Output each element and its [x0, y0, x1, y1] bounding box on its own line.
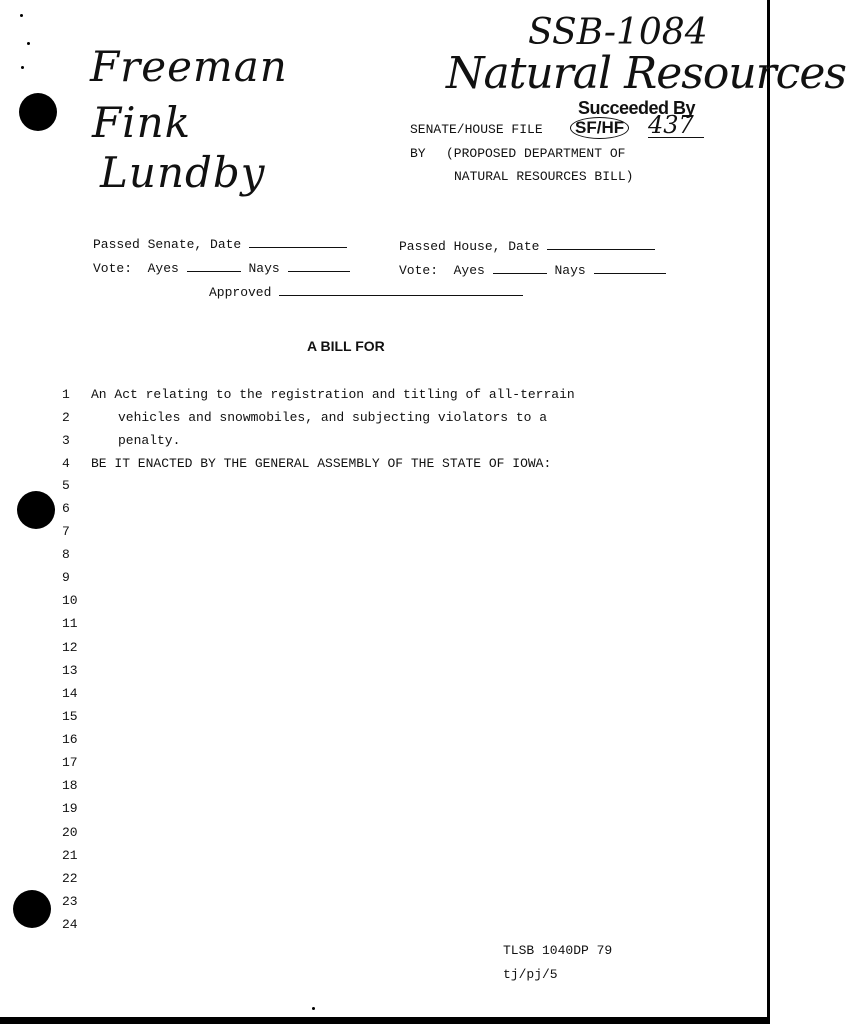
file-label: SENATE/HOUSE FILE — [410, 122, 543, 137]
page-edge-bottom — [0, 1017, 770, 1024]
passed-senate-row — [93, 236, 347, 252]
document-code: TLSB 1040DP 79 — [503, 943, 613, 958]
page-edge-right — [767, 0, 770, 1024]
chamber-circled: SF/HF — [570, 117, 629, 139]
scan-speck — [20, 14, 23, 17]
punch-hole-middle — [17, 491, 55, 529]
house-ayes-blank — [493, 262, 547, 274]
scan-speck — [312, 1007, 315, 1010]
bill-title-line-3: penalty. — [118, 433, 181, 448]
punch-hole-top — [19, 93, 57, 131]
enacting-clause: BE IT ENACTED BY THE GENERAL ASSEMBLY OF THE STATE OF IOWA: — [91, 456, 552, 471]
senate-vote-row — [93, 260, 350, 276]
handwritten-committee: Natural Resources — [446, 48, 846, 99]
approved-label: Approved — [209, 285, 272, 300]
senate-vote-label: Vote: — [93, 261, 133, 276]
line-number: 13 — [62, 663, 78, 678]
line-number: 6 — [62, 501, 70, 516]
bill-title-line-2: vehicles and snowmobiles, and subjecting violators to a — [118, 410, 548, 425]
line-number: 19 — [62, 801, 78, 816]
line-number: 10 — [62, 593, 78, 608]
line-number: 24 — [62, 917, 78, 932]
bill-heading: A BILL FOR — [307, 338, 385, 354]
passed-house-label: Passed House, Date — [399, 239, 540, 254]
line-number: 11 — [62, 616, 78, 631]
handwritten-sponsor-3: Lundby — [100, 148, 266, 197]
house-ayes-label: Ayes — [453, 263, 485, 278]
house-date-blank — [547, 238, 655, 250]
senate-ayes-blank — [187, 260, 241, 272]
file-chamber — [570, 117, 629, 139]
house-vote-label: Vote: — [399, 263, 439, 278]
bill-title-line-1: An Act relating to the registration and titling of all-terrain — [91, 387, 575, 402]
line-number: 1 — [62, 387, 70, 402]
line-number: 14 — [62, 686, 78, 701]
line-number: 20 — [62, 825, 78, 840]
approved-blank — [279, 284, 523, 296]
scan-speck — [21, 66, 24, 69]
house-nays-blank — [594, 262, 666, 274]
line-number: 12 — [62, 640, 78, 655]
by-label: BY — [410, 146, 426, 161]
passed-senate-label: Passed Senate, Date — [93, 237, 242, 252]
by-text-line-1: (PROPOSED DEPARTMENT OF — [446, 146, 626, 161]
handwritten-sponsor-2: Fink — [92, 98, 192, 147]
line-number: 16 — [62, 732, 78, 747]
line-number: 21 — [62, 848, 78, 863]
handwritten-sponsor-1: Freeman — [90, 42, 288, 91]
typist-initials: tj/pj/5 — [503, 967, 558, 982]
line-number: 3 — [62, 433, 70, 448]
senate-date-blank — [249, 236, 347, 248]
line-number: 8 — [62, 547, 70, 562]
line-number: 5 — [62, 478, 70, 493]
line-number: 4 — [62, 456, 70, 471]
line-number: 22 — [62, 871, 78, 886]
approved-row — [209, 284, 523, 300]
punch-hole-bottom — [13, 890, 51, 928]
scan-speck — [27, 42, 30, 45]
line-number: 15 — [62, 709, 78, 724]
line-number: 9 — [62, 570, 70, 585]
house-vote-row — [399, 262, 666, 278]
handwritten-study-bill-number: SSB-1084 — [528, 12, 708, 53]
by-text-line-2: NATURAL RESOURCES BILL) — [454, 169, 634, 184]
line-number: 23 — [62, 894, 78, 909]
senate-nays-blank — [288, 260, 350, 272]
passed-house-row — [399, 238, 655, 254]
line-number: 7 — [62, 524, 70, 539]
line-number: 2 — [62, 410, 70, 425]
line-number: 18 — [62, 778, 78, 793]
house-nays-label: Nays — [554, 263, 586, 278]
line-number: 17 — [62, 755, 78, 770]
succeeded-by-stamp: Succeeded By — [578, 98, 696, 118]
senate-ayes-label: Ayes — [147, 261, 179, 276]
file-number: 437 — [648, 113, 704, 138]
senate-nays-label: Nays — [248, 261, 280, 276]
